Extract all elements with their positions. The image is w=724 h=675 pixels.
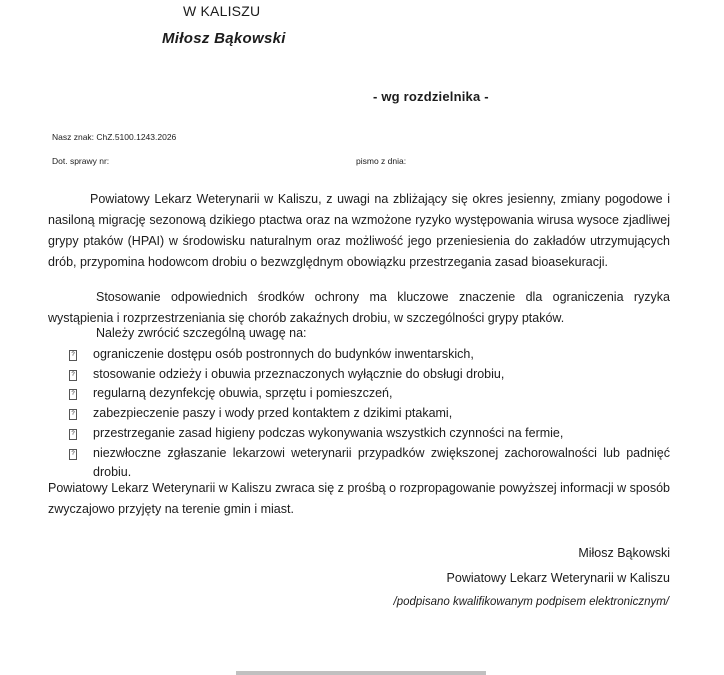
bullet-icon: ?	[69, 389, 77, 400]
recipients-line: - wg rozdzielnika -	[373, 89, 489, 104]
body-paragraph-1: Powiatowy Lekarz Weterynarii w Kaliszu, z uwagi na zbliżający się okres jesienny, zmiany pogodowe i nasiloną migrację sezonową dzikiego ptactwa oraz na wzmożone ryzyko występowania wirusa wysoce zjadliwej grypy ptaków (HPAI) w środowisku naturalnym oraz możliwość jego przeniesienia do zakładów utrzymujących drób, przypomina hodowcom drobiu o bezwzględnym obowiązku przestrzegania zasad bioasekuracji.	[48, 192, 670, 269]
body-paragraph-3: Powiatowy Lekarz Weterynarii w Kaliszu zwraca się z prośbą o rozpropagowanie powyższej informacji w sposób zwyczajowo przyjęty na terenie gmin i miast.	[48, 481, 670, 516]
list-item	[62, 404, 670, 424]
list-item	[62, 444, 670, 483]
list-item-text: przestrzeganie zasad higieny podczas wykonywania wszystkich czynności na fermie,	[93, 425, 564, 440]
office-location: W KALISZU	[183, 3, 261, 19]
list-intro: Należy zwrócić szczególną uwagę na:	[96, 326, 307, 340]
reference-number: Nasz znak: ChZ.5100.1243.2026	[52, 132, 177, 142]
list-item	[62, 384, 670, 404]
signature-title: Powiatowy Lekarz Weterynarii w Kaliszu	[446, 571, 670, 585]
bullet-icon: ?	[69, 370, 77, 381]
bullet-icon: ?	[69, 449, 77, 460]
list-item-text: zabezpieczenie paszy i wody przed kontaktem z dzikimi ptakami,	[93, 406, 453, 421]
list-item-text: stosowanie odzieży i obuwia przeznaczonych wyłącznie do obsługi drobiu,	[93, 366, 505, 381]
list-item-text: regularną dezynfekcję obuwia, sprzętu i pomieszczeń,	[93, 386, 393, 401]
case-number-label: Dot. sprawy nr:	[52, 156, 110, 166]
bullet-icon: ?	[69, 409, 77, 420]
signature-note: /podpisano kwalifikowanym podpisem elektronicznym/	[393, 596, 669, 608]
body-paragraph-2: Stosowanie odpowiednich środków ochrony ma kluczowe znaczenie dla ograniczenia ryzyka wystąpienia i rozprzestrzeniania się chorób zakaźnych drobiu, w szczególności grypy ptaków.	[48, 290, 670, 325]
list-item	[62, 365, 670, 385]
letter-date-label: pismo z dnia:	[356, 156, 407, 166]
bioassurance-list	[62, 345, 670, 483]
bullet-icon: ?	[69, 350, 77, 361]
list-item-text: ograniczenie dostępu osób postronnych do budynków inwentarskich,	[93, 347, 474, 361]
bullet-icon: ?	[69, 429, 77, 440]
list-item-text: niezwłoczne zgłaszanie lekarzowi weterynarii przypadków zwiększonej zachorowalności lub padnięć drobiu.	[93, 445, 670, 480]
cropped-footer-line	[236, 671, 486, 675]
head-official-name: Miłosz Bąkowski	[162, 30, 286, 47]
list-item	[62, 424, 670, 444]
signature-name: Miłosz Bąkowski	[578, 546, 670, 560]
list-item	[62, 345, 670, 365]
